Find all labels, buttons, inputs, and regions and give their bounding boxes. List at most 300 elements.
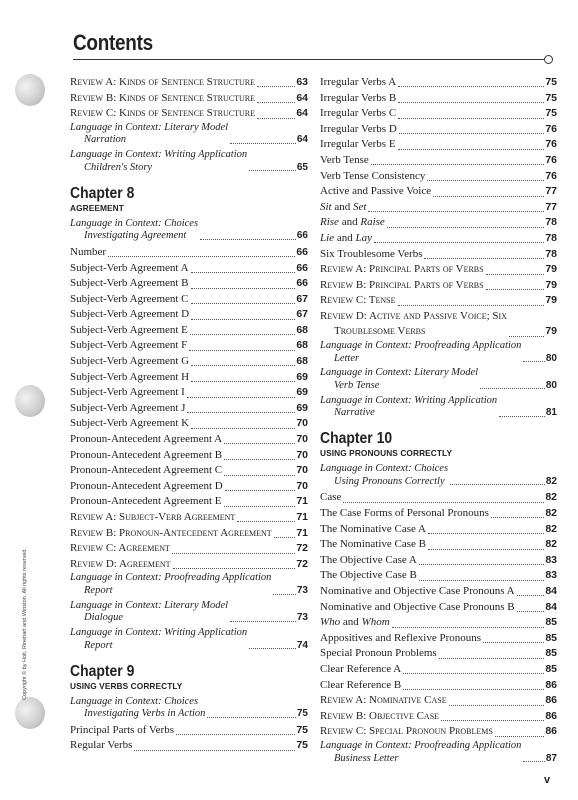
toc-entry-label: The Nominative Case B xyxy=(320,538,427,551)
dot-leader xyxy=(224,506,296,507)
toc-entry[interactable] xyxy=(320,709,557,724)
toc-entry[interactable] xyxy=(320,262,557,277)
toc-entry[interactable] xyxy=(320,231,557,246)
dot-leader xyxy=(398,86,544,87)
toc-entry-label: Active and Passive Voice xyxy=(320,185,432,198)
toc-entry-label-line: Language in Context: Writing Application xyxy=(70,627,248,639)
toc-entry-page-number: 87 xyxy=(545,752,557,764)
toc-entry-page-number: 86 xyxy=(545,678,557,691)
chapter-subtitle: USING PRONOUNS CORRECTLY xyxy=(320,448,453,459)
toc-entry-label: The Objective Case A xyxy=(320,553,417,566)
toc-entry-label-part: Who xyxy=(320,616,341,629)
toc-entry-page-number: 84 xyxy=(545,584,557,597)
spacer xyxy=(70,174,308,176)
dot-leader xyxy=(449,705,545,706)
dot-leader xyxy=(108,256,295,257)
dot-leader xyxy=(225,490,296,491)
toc-entry[interactable] xyxy=(70,276,308,291)
toc-entry-label: Review C: Tense xyxy=(320,294,396,307)
toc-entry[interactable] xyxy=(70,354,308,369)
toc-entry-page-number: 81 xyxy=(545,407,557,419)
dot-leader xyxy=(191,272,296,273)
toc-entry-label: The Case Forms of Personal Pronouns xyxy=(320,507,489,519)
dot-leader xyxy=(191,303,296,304)
toc-entry[interactable] xyxy=(320,91,557,106)
toc-entry-page-number: 79 xyxy=(545,325,557,338)
toc-entry-page-number: 82 xyxy=(545,538,557,551)
toc-entry-language-in-context[interactable] xyxy=(320,463,557,488)
toc-entry-label: Nominative and Objective Case Pronouns B xyxy=(320,600,515,613)
toc-entry-page-number: 77 xyxy=(545,200,557,213)
toc-entry[interactable] xyxy=(320,662,557,677)
toc-entry-language-in-context[interactable] xyxy=(70,149,308,174)
toc-entry[interactable] xyxy=(320,490,557,505)
toc-entry-label-line: Investigating Verbs in Action xyxy=(84,708,206,720)
toc-entry-page-number: 80 xyxy=(545,352,557,364)
toc-entry-label-line: Review D: Active and Passive Voice; Six xyxy=(320,309,507,322)
toc-entry-label-part: and xyxy=(334,231,356,244)
toc-entry-label xyxy=(320,615,390,630)
toc-entry[interactable] xyxy=(320,293,557,308)
toc-entry-page-number: 85 xyxy=(545,616,557,629)
dot-leader xyxy=(176,734,295,735)
toc-entry[interactable] xyxy=(320,278,557,293)
toc-entry-label: Case xyxy=(320,491,342,504)
toc-entry-label-line: Language in Context: Literary Model xyxy=(70,599,229,611)
toc-entry-label-part: Set xyxy=(353,200,367,213)
toc-entry-page-number: 86 xyxy=(545,709,557,722)
dot-leader xyxy=(419,564,544,565)
toc-entry-label: Subject-Verb Agreement F xyxy=(70,339,188,352)
dot-leader xyxy=(257,102,295,103)
toc-entry-label-line: Report xyxy=(84,639,113,651)
toc-entry-page-number: 69 xyxy=(296,401,308,414)
toc-entry[interactable] xyxy=(70,723,308,738)
toc-entry-page-number: 66 xyxy=(296,230,308,242)
toc-entry-label-part: Rise xyxy=(320,216,339,229)
toc-entry[interactable] xyxy=(70,526,308,541)
toc-entry[interactable] xyxy=(320,646,557,661)
toc-entry[interactable] xyxy=(320,169,557,184)
dot-leader xyxy=(224,443,295,444)
toc-entry-label-line: Language in Context: Proofreading Application xyxy=(320,339,522,351)
toc-entry-page-number: 70 xyxy=(296,479,308,492)
dot-leader xyxy=(224,459,295,460)
toc-entry[interactable] xyxy=(320,215,557,230)
toc-entry[interactable] xyxy=(70,448,308,463)
toc-entry-page-number: 69 xyxy=(296,386,308,399)
toc-entry-label-part: Lay xyxy=(355,231,372,244)
chapter-heading: Chapter 8 xyxy=(70,184,135,202)
dot-leader xyxy=(439,658,545,659)
toc-entry[interactable] xyxy=(320,584,557,599)
toc-entry[interactable] xyxy=(70,463,308,478)
toc-entry-label: Clear Reference B xyxy=(320,678,402,691)
toc-entry-label-part: Whom xyxy=(361,616,390,629)
dot-leader xyxy=(368,211,544,212)
toc-entry-label xyxy=(320,231,372,246)
toc-entry-label: Irregular Verbs D xyxy=(320,122,397,135)
toc-entry-label: Verb Tense xyxy=(320,153,369,166)
toc-entry-page-number: 75 xyxy=(545,91,557,104)
toc-entry-label: Review A: Nominative Case xyxy=(320,694,447,707)
toc-entry-label-part: and xyxy=(331,200,354,213)
toc-entry-page-number: 66 xyxy=(296,245,308,258)
toc-entry-label: Subject-Verb Agreement A xyxy=(70,261,189,274)
spacer xyxy=(320,420,557,422)
toc-entry-page-number: 68 xyxy=(296,355,308,368)
dot-leader xyxy=(274,537,296,538)
chapter-subtitle: USING VERBS CORRECTLY xyxy=(70,680,183,691)
toc-entry[interactable] xyxy=(320,568,557,583)
toc-entry[interactable] xyxy=(320,184,557,199)
toc-entry-label-line: Language in Context: Writing Application xyxy=(70,149,248,161)
dot-leader xyxy=(523,361,544,362)
toc-entry-page-number: 77 xyxy=(545,185,557,198)
toc-entry[interactable] xyxy=(70,541,308,556)
toc-entry-language-in-context[interactable] xyxy=(70,600,308,625)
toc-entry[interactable] xyxy=(70,510,308,525)
toc-entry-language-in-context[interactable] xyxy=(70,122,308,147)
toc-entry-label: The Objective Case B xyxy=(320,569,417,582)
toc-entry-label: Principal Parts of Verbs xyxy=(70,723,174,736)
toc-entry-label: Pronoun-Antecedent Agreement A xyxy=(70,433,223,446)
dot-leader xyxy=(257,118,295,119)
dot-leader xyxy=(172,553,295,554)
toc-entry-label xyxy=(320,200,366,215)
spacer xyxy=(320,765,557,767)
dot-leader xyxy=(523,761,544,762)
toc-entry[interactable] xyxy=(320,309,557,340)
toc-entry-label-part: Sit xyxy=(320,200,332,213)
toc-entry-label-line: Narration xyxy=(84,134,127,146)
dot-leader xyxy=(191,319,295,320)
toc-entry-label: Regular Verbs xyxy=(70,739,133,752)
toc-entry-page-number: 71 xyxy=(296,511,308,523)
toc-entry-page-number: 85 xyxy=(545,662,557,675)
spacer xyxy=(70,652,308,654)
toc-entry-label-line: Narrative xyxy=(334,407,375,419)
toc-entry-label: Appositives and Reflexive Pronouns xyxy=(320,631,482,644)
toc-entry[interactable] xyxy=(70,479,308,494)
toc-entry-page-number: 85 xyxy=(545,631,557,644)
toc-entry[interactable] xyxy=(70,432,308,447)
dot-leader xyxy=(499,416,545,417)
dot-leader xyxy=(191,288,296,289)
toc-entry-label: Pronoun-Antecedent Agreement B xyxy=(70,448,223,461)
dot-leader xyxy=(495,736,544,737)
toc-entry-page-number: 70 xyxy=(296,417,308,430)
toc-entry[interactable] xyxy=(320,724,557,739)
toc-entry-label: Review A: Kinds of Sentence Structure xyxy=(70,76,255,88)
toc-entry-label-part: Lie xyxy=(320,231,335,244)
toc-entry-label-line: Language in Context: Proofreading Application xyxy=(320,739,522,751)
toc-entry-label: Verb Tense Consistency xyxy=(320,169,426,182)
dot-leader xyxy=(509,336,544,337)
toc-entry-label: Review A: Subject-Verb Agreement xyxy=(70,511,236,523)
dot-leader xyxy=(450,484,545,485)
toc-entry-page-number: 65 xyxy=(296,161,308,173)
toc-entry[interactable] xyxy=(70,385,308,400)
toc-entry-label-line: Language in Context: Literary Model xyxy=(70,121,229,133)
toc-entry-label: Pronoun-Antecedent Agreement D xyxy=(70,479,223,492)
toc-entry-label: Review B: Pronoun-Antecedent Agreement xyxy=(70,526,272,539)
toc-entry[interactable] xyxy=(320,200,557,215)
toc-entry-label: Review C: Kinds of Sentence Structure xyxy=(70,107,255,120)
toc-entry-page-number: 70 xyxy=(296,433,308,446)
dot-leader xyxy=(424,258,544,259)
binder-hole-middle xyxy=(15,385,45,417)
toc-entry-page-number: 68 xyxy=(296,323,308,336)
dot-leader xyxy=(387,227,545,228)
toc-entry-label-line: Letter xyxy=(334,352,360,364)
toc-entry[interactable] xyxy=(320,600,557,615)
toc-entry-page-number: 86 xyxy=(545,694,557,707)
toc-entry-language-in-context[interactable] xyxy=(70,572,308,597)
toc-entry-page-number: 66 xyxy=(296,277,308,290)
toc-entry-page-number: 75 xyxy=(545,107,557,120)
page-number: v xyxy=(544,774,551,786)
toc-entry[interactable] xyxy=(320,537,557,552)
toc-entry[interactable] xyxy=(320,553,557,568)
toc-entry-page-number: 79 xyxy=(545,294,557,307)
toc-entry-page-number: 64 xyxy=(296,134,308,146)
dot-leader xyxy=(403,689,544,690)
toc-entry[interactable] xyxy=(70,338,308,353)
dot-leader xyxy=(207,717,295,718)
toc-entry-label xyxy=(70,572,271,597)
toc-entry-label: Number xyxy=(70,245,107,258)
toc-entry-label: Irregular Verbs E xyxy=(320,138,396,151)
toc-entry-label-line: Using Pronouns Correctly xyxy=(334,475,445,487)
toc-entry[interactable] xyxy=(320,631,557,646)
binder-hole-bottom xyxy=(15,697,45,729)
toc-entry-label xyxy=(70,122,228,147)
dot-leader xyxy=(273,594,295,595)
toc-entry-label: Review C: Special Pronoun Problems xyxy=(320,725,493,738)
toc-entry-page-number: 72 xyxy=(296,557,308,570)
toc-entry-label xyxy=(70,627,247,652)
toc-entry-page-number: 82 xyxy=(545,522,557,535)
toc-entry-label-line: Report xyxy=(84,584,113,596)
toc-entry-label xyxy=(320,463,448,488)
toc-entry-label-line: Troublesome Verbs xyxy=(334,325,426,338)
toc-entry-page-number: 76 xyxy=(545,169,557,182)
toc-entry-page-number: 79 xyxy=(545,263,557,276)
dot-leader xyxy=(398,102,544,103)
toc-entry-page-number: 67 xyxy=(296,292,308,305)
toc-entry-page-number: 75 xyxy=(296,739,308,752)
toc-entry-page-number: 82 xyxy=(545,475,557,487)
toc-entry-label-line: Business Letter xyxy=(334,752,399,764)
toc-entry-label-line: Investigating Agreement xyxy=(84,230,187,242)
toc-entry[interactable] xyxy=(70,738,308,753)
toc-entry-page-number: 78 xyxy=(545,216,557,229)
toc-entry-page-number: 68 xyxy=(296,339,308,352)
toc-entry[interactable] xyxy=(70,307,308,322)
toc-entry[interactable] xyxy=(320,153,557,168)
toc-entry-label: Review B: Kinds of Sentence Structure xyxy=(70,91,255,104)
dot-leader xyxy=(441,720,544,721)
toc-entry[interactable] xyxy=(70,75,308,90)
toc-entry-page-number: 73 xyxy=(296,612,308,624)
toc-entry-label: Subject-Verb Agreement J xyxy=(70,401,186,414)
toc-entry-label: Six Troublesome Verbs xyxy=(320,247,423,260)
dot-leader xyxy=(419,580,544,581)
dot-leader xyxy=(427,180,544,181)
toc-entry-label: Review B: Objective Case xyxy=(320,709,440,722)
toc-entry-language-in-context[interactable] xyxy=(70,218,308,243)
toc-entry-page-number: 64 xyxy=(296,91,308,104)
dot-leader xyxy=(483,642,544,643)
toc-entry[interactable] xyxy=(70,416,308,431)
toc-entry-label: The Nominative Case A xyxy=(320,522,427,535)
toc-entry-label xyxy=(70,696,205,721)
toc-entry-label: Review A: Principal Parts of Verbs xyxy=(320,263,484,276)
toc-entry-language-in-context[interactable] xyxy=(320,395,557,420)
dot-leader xyxy=(398,305,545,306)
toc-entry[interactable] xyxy=(320,106,557,121)
toc-entry[interactable] xyxy=(70,261,308,276)
toc-entry-page-number: 76 xyxy=(545,122,557,135)
dot-leader xyxy=(134,750,295,751)
toc-entry[interactable] xyxy=(320,75,557,90)
toc-entry-label: Review B: Principal Parts of Verbs xyxy=(320,278,484,291)
toc-entry-label: Pronoun-Antecedent Agreement C xyxy=(70,464,223,477)
toc-entry-label-line: Language in Context: Proofreading Application xyxy=(70,572,272,584)
toc-entry-label: Subject-Verb Agreement H xyxy=(70,370,190,383)
toc-entry-label: Subject-Verb Agreement I xyxy=(70,386,185,399)
toc-entry-language-in-context[interactable] xyxy=(320,367,557,392)
toc-right-column xyxy=(320,75,557,767)
toc-entry-label xyxy=(320,395,497,420)
toc-entry-label-line: Dialogue xyxy=(84,612,124,624)
toc-entry-language-in-context[interactable] xyxy=(320,340,557,365)
toc-entry-label: Subject-Verb Agreement K xyxy=(70,417,190,430)
toc-entry-label xyxy=(320,215,385,230)
toc-entry-page-number: 71 xyxy=(296,526,308,539)
toc-entry[interactable] xyxy=(70,370,308,385)
toc-entry-label: Pronoun-Antecedent Agreement E xyxy=(70,495,222,508)
toc-entry-page-number: 66 xyxy=(296,261,308,274)
toc-entry-page-number: 75 xyxy=(296,708,308,720)
toc-entry[interactable] xyxy=(70,292,308,307)
toc-entry-label: Subject-Verb Agreement D xyxy=(70,308,190,321)
toc-entry-page-number: 83 xyxy=(545,569,557,582)
dot-leader xyxy=(173,568,296,569)
toc-entry-page-number: 80 xyxy=(545,379,557,391)
dot-leader xyxy=(428,549,544,550)
toc-entry-language-in-context[interactable] xyxy=(320,740,557,765)
toc-entry[interactable] xyxy=(70,323,308,338)
toc-entry[interactable] xyxy=(70,245,308,260)
toc-entry-page-number: 73 xyxy=(296,584,308,596)
dot-leader xyxy=(200,239,296,240)
toc-entry-label-part: and xyxy=(338,216,361,229)
dot-leader xyxy=(486,289,545,290)
toc-entry-label: Subject-Verb Agreement E xyxy=(70,323,188,336)
dot-leader xyxy=(392,627,545,628)
toc-entry[interactable] xyxy=(70,557,308,572)
toc-entry[interactable] xyxy=(320,247,557,262)
toc-entry-label-line: Verb Tense xyxy=(334,379,380,391)
page-title: Contents xyxy=(73,30,153,55)
toc-entry-page-number: 85 xyxy=(545,647,557,660)
toc-entry-label: Clear Reference A xyxy=(320,662,402,675)
toc-entry[interactable] xyxy=(70,106,308,121)
toc-entry[interactable] xyxy=(320,693,557,708)
toc-entry-page-number: 75 xyxy=(296,723,308,736)
dot-leader xyxy=(428,533,544,534)
toc-entry-label-line: Language in Context: Choices xyxy=(320,463,449,475)
dot-leader xyxy=(230,143,296,144)
toc-entry-label xyxy=(70,149,247,174)
dot-leader xyxy=(230,621,296,622)
toc-entry-page-number: 83 xyxy=(545,553,557,566)
toc-entry-label: Special Pronoun Problems xyxy=(320,647,437,660)
toc-entry-page-number: 82 xyxy=(545,507,557,519)
toc-entry-label xyxy=(70,600,228,625)
dot-leader xyxy=(403,673,544,674)
dot-leader xyxy=(480,388,545,389)
toc-entry[interactable] xyxy=(320,122,557,137)
dot-leader xyxy=(191,428,295,429)
dot-leader xyxy=(257,86,295,87)
toc-entry-label xyxy=(320,340,521,365)
toc-entry-label-part: Raise xyxy=(360,216,385,229)
dot-leader xyxy=(249,648,296,649)
toc-left-column xyxy=(70,75,308,754)
toc-entry-label: Review C: Agreement xyxy=(70,542,170,555)
dot-leader xyxy=(237,521,295,522)
toc-entry-label-line: Language in Context: Choices xyxy=(70,695,199,707)
dot-leader xyxy=(249,170,296,171)
dot-leader xyxy=(433,196,544,197)
toc-entry-page-number: 63 xyxy=(296,76,308,88)
toc-entry-language-in-context[interactable] xyxy=(70,696,308,721)
toc-entry[interactable] xyxy=(320,678,557,693)
dot-leader xyxy=(517,595,545,596)
dot-leader xyxy=(491,517,544,518)
dot-leader xyxy=(187,397,295,398)
toc-entry-language-in-context[interactable] xyxy=(70,627,308,652)
dot-leader xyxy=(187,412,295,413)
toc-entry-label-part: and xyxy=(340,616,362,629)
toc-entry-label: Irregular Verbs B xyxy=(320,91,397,104)
dot-leader xyxy=(189,350,295,351)
toc-entry[interactable] xyxy=(320,522,557,537)
dot-leader xyxy=(371,164,544,165)
title-rule xyxy=(73,59,544,60)
toc-entry-page-number: 84 xyxy=(545,600,557,613)
toc-entry-label-line: Children's Story xyxy=(84,161,153,173)
toc-entry-page-number: 76 xyxy=(545,153,557,166)
toc-entry[interactable] xyxy=(70,494,308,509)
toc-entry[interactable] xyxy=(320,137,557,152)
toc-entry[interactable] xyxy=(70,401,308,416)
dot-leader xyxy=(374,242,544,243)
toc-entry-page-number: 76 xyxy=(545,138,557,151)
dot-leader xyxy=(343,502,544,503)
toc-entry[interactable] xyxy=(320,506,557,521)
toc-entry-label xyxy=(320,309,507,340)
toc-entry[interactable] xyxy=(70,91,308,106)
toc-entry-label: Nominative and Objective Case Pronouns A xyxy=(320,584,515,597)
toc-entry-label xyxy=(70,218,198,243)
toc-entry[interactable] xyxy=(320,615,557,630)
toc-entry-page-number: 75 xyxy=(545,76,557,88)
toc-entry-page-number: 82 xyxy=(545,491,557,504)
